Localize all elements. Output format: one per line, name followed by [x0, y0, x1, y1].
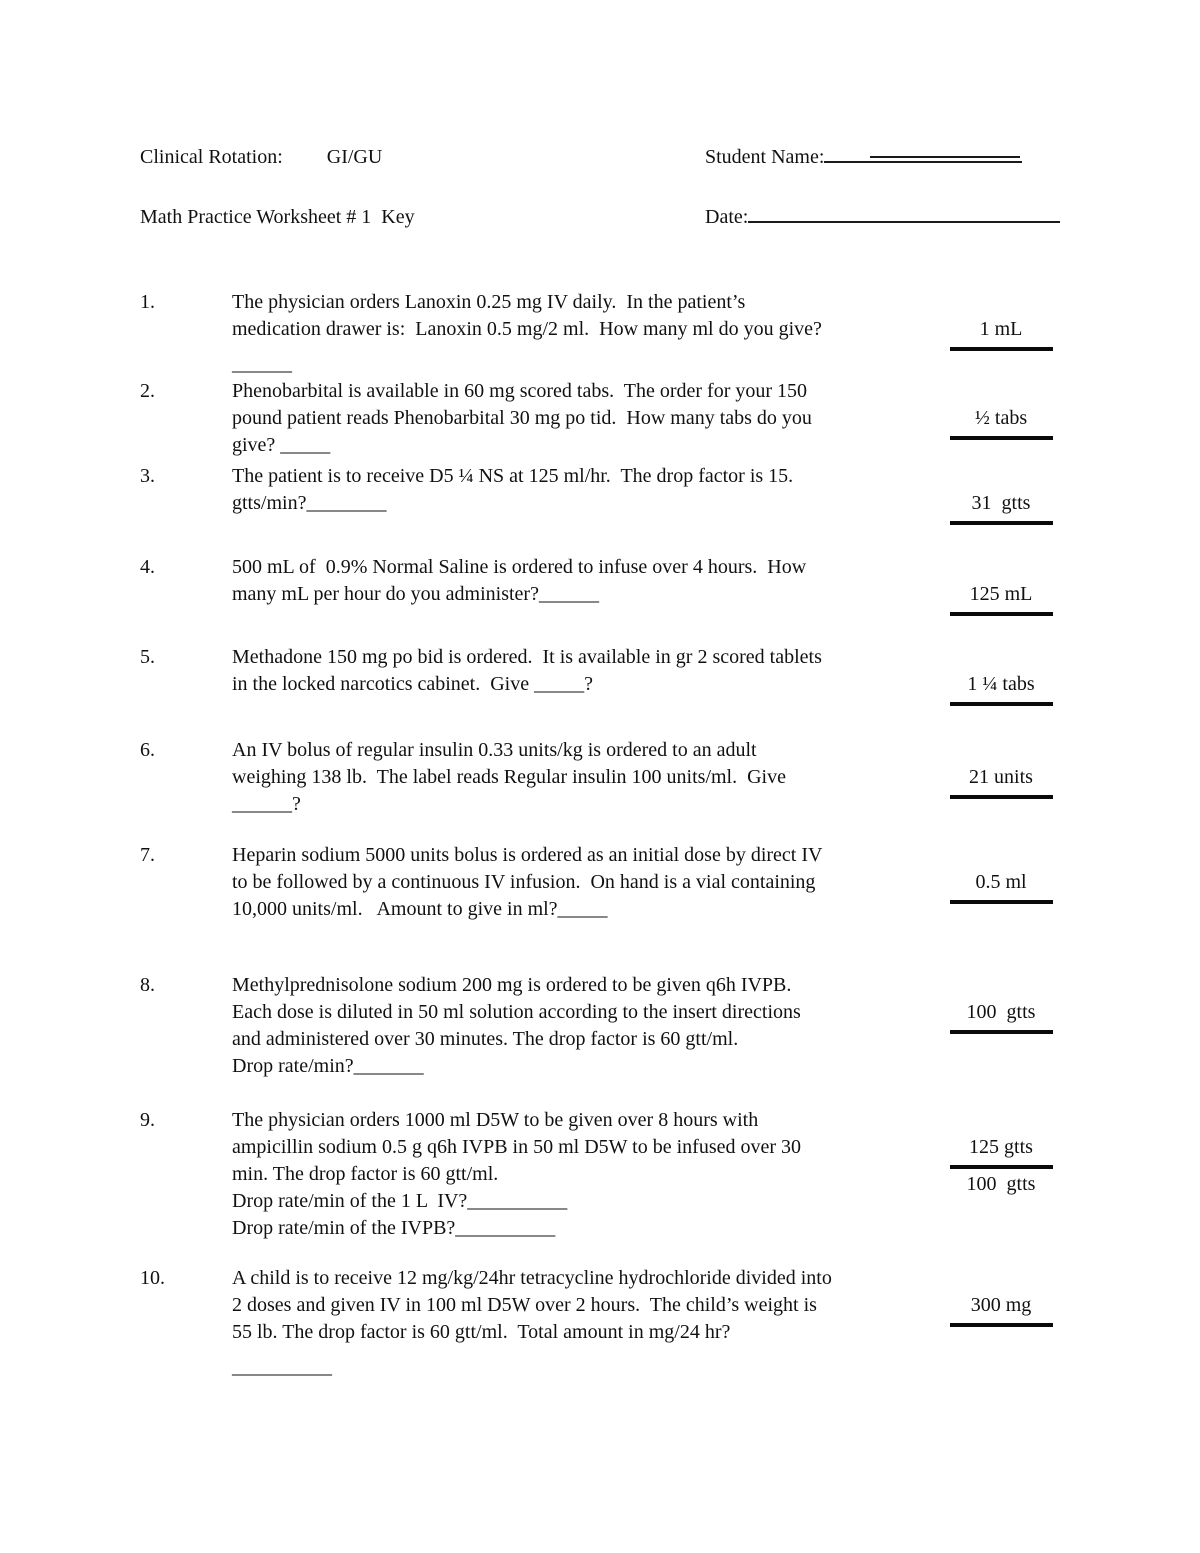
- answer-value: 31 gtts: [950, 490, 1053, 525]
- question-text: [232, 737, 942, 818]
- worksheet-title: Math Practice Worksheet # 1 Key: [140, 206, 415, 228]
- question-text: [232, 378, 942, 459]
- question-list: [140, 289, 1060, 1381]
- question-4: [140, 554, 1060, 616]
- answer-key: [942, 405, 1060, 440]
- question-line: ampicillin sodium 0.5 g q6h IVPB in 50 ml D5W to be infused over 30: [232, 1136, 802, 1158]
- question-number: 9.: [140, 1109, 155, 1131]
- question-number: 5.: [140, 646, 155, 668]
- question-number: 4.: [140, 556, 155, 578]
- question-line: 55 lb. The drop factor is 60 gtt/ml. Total amount in mg/24 hr?: [232, 1321, 731, 1343]
- question-line: give? _____: [232, 434, 331, 456]
- question-line: Heparin sodium 5000 units bolus is ordered as an initial dose by direct IV: [232, 844, 823, 866]
- answer-value: 1 mL: [950, 316, 1053, 351]
- question-line: in the locked narcotics cabinet. Give _____?: [232, 673, 593, 695]
- answer-key: [942, 1292, 1060, 1327]
- answer-value: 300 mg: [950, 1292, 1053, 1327]
- question-line: many mL per hour do you administer?______: [232, 583, 599, 605]
- clinical-rotation-label: Clinical Rotation:: [140, 146, 283, 168]
- student-name-blank-overline: [870, 156, 1020, 158]
- question-line: The physician orders 1000 ml D5W to be given over 8 hours with: [232, 1109, 759, 1131]
- answer-value: 1 ¼ tabs: [950, 671, 1053, 706]
- question-1: [140, 289, 1060, 378]
- question-text: [232, 972, 942, 1080]
- question-10: [140, 1265, 1060, 1381]
- question-text: [232, 554, 942, 608]
- question-number: 8.: [140, 974, 155, 996]
- question-line: The physician orders Lanoxin 0.25 mg IV daily. In the patient’s: [232, 291, 746, 313]
- question-line: Phenobarbital is available in 60 mg scored tabs. The order for your 150: [232, 380, 808, 402]
- question-line: weighing 138 lb. The label reads Regular insulin 100 units/ml. Give: [232, 766, 786, 788]
- question-line: medication drawer is: Lanoxin 0.5 mg/2 ml. How many ml do you give?: [232, 318, 822, 340]
- question-line: Drop rate/min?_______: [232, 1055, 424, 1077]
- question-number: 1.: [140, 291, 155, 313]
- question-text: [232, 1265, 942, 1381]
- student-name-blank: [824, 141, 1022, 163]
- question-line: The patient is to receive D5 ¼ NS at 125 ml/hr. The drop factor is 15.: [232, 465, 794, 487]
- question-number: 7.: [140, 844, 155, 866]
- question-2: [140, 378, 1060, 459]
- question-line: and administered over 30 minutes. The drop factor is 60 gtt/ml.: [232, 1028, 739, 1050]
- question-text: [232, 842, 942, 923]
- question-line: Drop rate/min of the 1 L IV?__________: [232, 1190, 568, 1212]
- date-label: Date:: [705, 206, 749, 228]
- question-text: [232, 644, 942, 698]
- question-5: [140, 644, 1060, 706]
- answer-value: 100 gtts: [950, 999, 1053, 1034]
- answer-value-secondary: 100 gtts: [966, 1173, 1036, 1195]
- answer-value: 125 mL: [950, 581, 1053, 616]
- question-number: 10.: [140, 1267, 165, 1289]
- question-line: gtts/min?________: [232, 492, 387, 514]
- question-line: Each dose is diluted in 50 ml solution according to the insert directions: [232, 1001, 801, 1023]
- answer-value: 125 gtts: [950, 1134, 1053, 1169]
- student-name-group: [705, 141, 1060, 171]
- student-name-label: Student Name:: [705, 146, 825, 168]
- question-line: pound patient reads Phenobarbital 30 mg po tid. How many tabs do you: [232, 407, 812, 429]
- date-group: [705, 201, 1060, 231]
- header-row-1: [140, 141, 1060, 171]
- date-blank: [748, 201, 1060, 223]
- answer-value: 0.5 ml: [950, 869, 1053, 904]
- header-row-2: [140, 201, 1060, 231]
- question-9: [140, 1107, 1060, 1242]
- answer-key: [942, 1134, 1060, 1198]
- answer-key: [942, 490, 1060, 525]
- answer-blank-line: ______: [232, 353, 292, 375]
- answer-value: ½ tabs: [950, 405, 1053, 440]
- question-line: to be followed by a continuous IV infusion. On hand is a vial containing: [232, 871, 816, 893]
- answer-blank-line: __________: [232, 1356, 332, 1378]
- question-6: [140, 737, 1060, 818]
- answer-key: [942, 869, 1060, 904]
- question-line: Methylprednisolone sodium 200 mg is ordered to be given q6h IVPB.: [232, 974, 792, 996]
- question-text: [232, 463, 942, 517]
- question-line: min. The drop factor is 60 gtt/ml.: [232, 1163, 499, 1185]
- question-line: A child is to receive 12 mg/kg/24hr tetracycline hydrochloride divided into: [232, 1267, 832, 1289]
- question-7: [140, 842, 1060, 923]
- question-line: 500 mL of 0.9% Normal Saline is ordered to infuse over 4 hours. How: [232, 556, 807, 578]
- question-text: [232, 289, 942, 378]
- question-text: [232, 1107, 942, 1242]
- question-number: 2.: [140, 380, 155, 402]
- answer-key: [942, 581, 1060, 616]
- clinical-rotation-value: GI/GU: [326, 146, 383, 168]
- question-line: 10,000 units/ml. Amount to give in ml?_____: [232, 898, 608, 920]
- answer-key: [942, 764, 1060, 799]
- question-number: 3.: [140, 465, 155, 487]
- answer-key: [942, 999, 1060, 1034]
- question-number: 6.: [140, 739, 155, 761]
- answer-key: [942, 316, 1060, 351]
- question-line: 2 doses and given IV in 100 ml D5W over 2 hours. The child’s weight is: [232, 1294, 817, 1316]
- question-line: Drop rate/min of the IVPB?__________: [232, 1217, 556, 1239]
- answer-key: [942, 671, 1060, 706]
- question-8: [140, 972, 1060, 1080]
- question-line: An IV bolus of regular insulin 0.33 units/kg is ordered to an adult: [232, 739, 757, 761]
- question-3: [140, 463, 1060, 525]
- answer-blank-line: ______?: [232, 793, 301, 815]
- question-line: Methadone 150 mg po bid is ordered. It is available in gr 2 scored tablets: [232, 646, 822, 668]
- answer-value: 21 units: [950, 764, 1053, 799]
